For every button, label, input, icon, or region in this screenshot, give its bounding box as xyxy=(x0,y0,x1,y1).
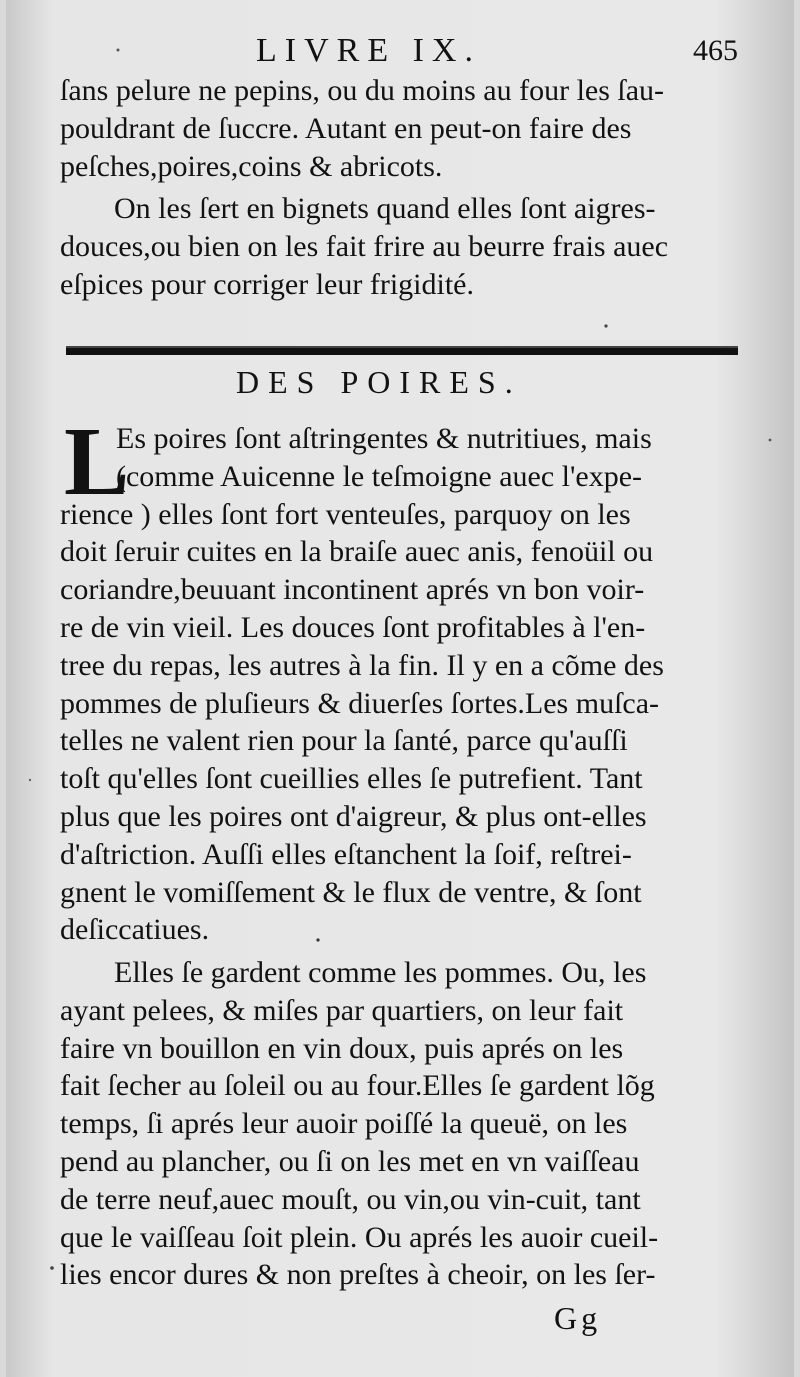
text-line: Es poires ſont aſtringentes & nutritiues, mais xyxy=(116,422,652,455)
text-line: rience ) elles ſont fort venteuſes, parquoy on les xyxy=(60,497,631,531)
text-line: de terre neuf,auec mouſt, ou vin,ou vin-cuit, tant xyxy=(60,1182,641,1216)
text-line: tree du repas, les autres à la fin. Il y en a cõme des xyxy=(60,648,664,682)
text-line: d'aſtriction. Auſſi elles eſtanchent la ſoif, reſtrei- xyxy=(60,837,632,871)
section-divider-rule xyxy=(66,346,738,355)
text-line: temps, ſi aprés leur auoir poiſſé la queuë, on les xyxy=(60,1107,628,1141)
text-line: pommes de pluſieurs & diuerſes ſortes.Les muſca- xyxy=(60,686,660,720)
section-paragraph xyxy=(60,408,740,949)
text-line: (comme Auicenne le teſmoigne auec l'expe- xyxy=(116,459,643,493)
text-line: fait ſecher au ſoleil ou au four.Elles ſe gardent lõg xyxy=(60,1069,655,1103)
text-line: douces,ou bien on les fait frire au beurre frais auec xyxy=(60,229,669,263)
last-paragraph xyxy=(60,954,740,1294)
text-line: pend au plancher, ou ſi on les met en vn vaiſſeau xyxy=(60,1144,640,1178)
text-line: faire vn bouillon en vin doux, puis aprés on les xyxy=(60,1031,624,1065)
text-line: gnent le vomiſſement & le flux de ventre, & ſont xyxy=(60,875,642,909)
signature-mark: Gg xyxy=(554,1300,602,1336)
book-page xyxy=(6,0,794,1377)
text-line: eſpices pour corriger leur frigidité. xyxy=(60,267,474,301)
text-line: que le vaiſſeau ſoit plein. Ou aprés les auoir cueil- xyxy=(60,1220,659,1254)
second-paragraph xyxy=(60,190,740,303)
top-paragraph xyxy=(60,72,740,185)
text-line: pouldrant de ſuccre. Autant en peut-on faire des xyxy=(60,111,632,145)
page-number: 465 xyxy=(693,34,738,67)
text-line: ſans pelure ne pepins, ou du moins au four les ſau- xyxy=(60,74,665,107)
text-line: telles ne valent rien pour la ſanté, parce qu'auſſi xyxy=(60,724,628,758)
text-line: ayant pelees, & miſes par quartiers, on leur fait xyxy=(60,993,624,1027)
text-line: re de vin vieil. Les douces ſont profitables à l'en- xyxy=(60,610,646,644)
text-line: plus que les poires ont d'aigreur, & plus ont-elles xyxy=(60,799,647,833)
text-line: doit ſeruir cuites en la braiſe auec anis, fenoüil ou xyxy=(60,535,654,569)
drop-cap: L xyxy=(64,408,130,516)
text-line: deſiccatiues. xyxy=(60,913,210,947)
text-line: toſt qu'elles ſont cueillies elles ſe putrefient. Tant xyxy=(60,762,643,796)
section-title: DES POIRES. xyxy=(236,364,522,400)
text-line: coriandre,beuuant incontinent aprés vn bon voir- xyxy=(60,573,645,607)
running-head: LIVRE IX. xyxy=(256,32,481,69)
text-line: lies encor dures & non preſtes à cheoir, on les ſer- xyxy=(60,1258,656,1292)
text-line: peſches,poires,coins & abricots. xyxy=(60,149,443,183)
text-line: Elles ſe gardent comme les pommes. Ou, les xyxy=(114,956,647,989)
text-line: On les ſert en bignets quand elles ſont aigres- xyxy=(114,192,656,225)
